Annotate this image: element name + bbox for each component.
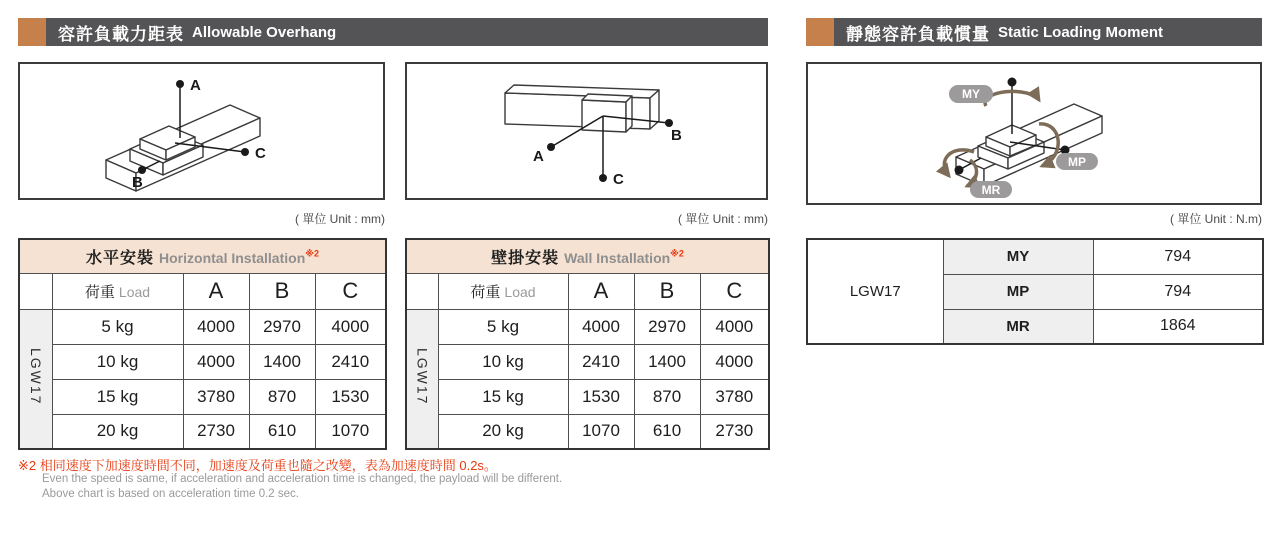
moment-label-mr: MR — [943, 309, 1093, 344]
col-header-a: A — [183, 273, 249, 309]
moment-label-mp: MP — [943, 274, 1093, 309]
footnote-en-2: Above chart is based on acceleration time 0.2 sec. — [42, 488, 299, 500]
value-cell: 610 — [249, 414, 315, 449]
my-badge-label: MY — [962, 87, 980, 101]
value-cell: 610 — [634, 414, 700, 449]
value-cell: 4000 — [700, 309, 769, 344]
horizontal-installation-table — [18, 238, 387, 450]
value-cell: 4000 — [315, 309, 386, 344]
load-cell: 5 kg — [438, 309, 568, 344]
overhang-title-en: Allowable Overhang — [192, 23, 337, 41]
accent-square — [806, 18, 834, 46]
model-cell: LGW17 — [19, 309, 52, 449]
value-cell: 4000 — [568, 309, 634, 344]
mr-badge-label: MR — [981, 183, 1001, 197]
load-cell: 15 kg — [52, 379, 183, 414]
wall-installation-table — [405, 238, 770, 450]
moment-label-my: MY — [943, 239, 1093, 274]
footnote-zh: ※2 相同速度下加速度時間不同，加速度及荷重也隨之改變，表為加速度時間 0.2s。 — [18, 458, 497, 473]
corner-cell — [406, 273, 438, 309]
unit-note-mm-2: ( 單位 Unit : mm) — [678, 212, 768, 226]
overhang-header-bar — [46, 18, 768, 46]
value-cell: 3780 — [700, 379, 769, 414]
moment-value-my: 794 — [1093, 239, 1263, 274]
load-cell: 15 kg — [438, 379, 568, 414]
col-header-c: C — [700, 273, 769, 309]
value-cell: 2970 — [249, 309, 315, 344]
title-en: Wall Installation — [564, 249, 671, 266]
value-cell: 870 — [249, 379, 315, 414]
axis-label-c: C — [613, 171, 624, 188]
mp-badge — [1056, 153, 1098, 170]
value-cell: 4000 — [183, 344, 249, 379]
value-cell: 1530 — [568, 379, 634, 414]
axis-label-b: B — [132, 174, 143, 191]
value-cell: 3780 — [183, 379, 249, 414]
value-cell: 870 — [634, 379, 700, 414]
corner-cell — [19, 273, 52, 309]
value-cell: 2730 — [183, 414, 249, 449]
model-cell: LGW17 — [406, 309, 438, 449]
horizontal-table-title — [19, 239, 386, 273]
static-moment-diagram — [806, 62, 1262, 205]
value-cell: 2970 — [634, 309, 700, 344]
model-cell: LGW17 — [807, 239, 943, 344]
value-cell: 2410 — [315, 344, 386, 379]
col-header-b: B — [249, 273, 315, 309]
wall-installation-diagram — [405, 62, 768, 200]
load-cell: 20 kg — [52, 414, 183, 449]
load-cell: 20 kg — [438, 414, 568, 449]
mr-badge — [970, 181, 1012, 198]
wall-table-title — [406, 239, 769, 273]
my-badge — [949, 85, 993, 103]
title-zh: 水平安裝 — [86, 249, 155, 267]
col-header-a: A — [568, 273, 634, 309]
title-en: Horizontal Installation — [159, 249, 306, 266]
load-header-cell: 荷重 Load — [438, 273, 568, 309]
footnote-ref: ※2 — [670, 248, 684, 259]
axis-label-a: A — [190, 77, 201, 94]
load-cell: 5 kg — [52, 309, 183, 344]
overhang-title-zh: 容許負載力距表 — [58, 24, 184, 44]
overhang-section-header — [18, 18, 768, 46]
moment-value-mp: 794 — [1093, 274, 1263, 309]
load-cell: 10 kg — [52, 344, 183, 379]
mp-badge-label: MP — [1068, 155, 1086, 169]
unit-note-mm-1: ( 單位 Unit : mm) — [295, 212, 385, 226]
horizontal-installation-diagram — [18, 62, 385, 200]
value-cell: 1070 — [568, 414, 634, 449]
unit-note-nm: ( 單位 Unit : N.m) — [1170, 212, 1262, 226]
rail-drawing — [505, 85, 659, 132]
static-moment-section-header — [806, 18, 1262, 46]
static-moment-title-en: Static Loading Moment — [998, 23, 1163, 41]
static-moment-header-bar — [834, 18, 1262, 46]
wall-diagram-svg — [407, 64, 766, 198]
value-cell: 1400 — [249, 344, 315, 379]
col-header-b: B — [634, 273, 700, 309]
value-cell: 2730 — [700, 414, 769, 449]
axis-label-b: B — [671, 127, 682, 144]
rail-drawing — [106, 105, 260, 191]
static-moment-svg — [808, 64, 1260, 203]
load-header-cell: 荷重 Load — [52, 273, 183, 309]
value-cell: 2410 — [568, 344, 634, 379]
load-cell: 10 kg — [438, 344, 568, 379]
col-header-c: C — [315, 273, 386, 309]
footnote-ref: ※2 — [305, 248, 320, 259]
value-cell: 4000 — [700, 344, 769, 379]
title-zh: 壁掛安裝 — [491, 249, 560, 267]
axis-label-c: C — [255, 145, 266, 162]
axis-label-a: A — [533, 148, 544, 165]
value-cell: 1530 — [315, 379, 386, 414]
footnote-en-1: Even the speed is same, if acceleration and acceleration time is changed, the payload will be different. — [42, 473, 563, 485]
static-moment-table — [806, 238, 1264, 345]
static-moment-title-zh: 靜態容許負載慣量 — [846, 24, 990, 44]
moment-value-mr: 1864 — [1093, 309, 1263, 344]
value-cell: 1070 — [315, 414, 386, 449]
value-cell: 1400 — [634, 344, 700, 379]
value-cell: 4000 — [183, 309, 249, 344]
accent-square — [18, 18, 46, 46]
horizontal-diagram-svg — [20, 64, 383, 198]
